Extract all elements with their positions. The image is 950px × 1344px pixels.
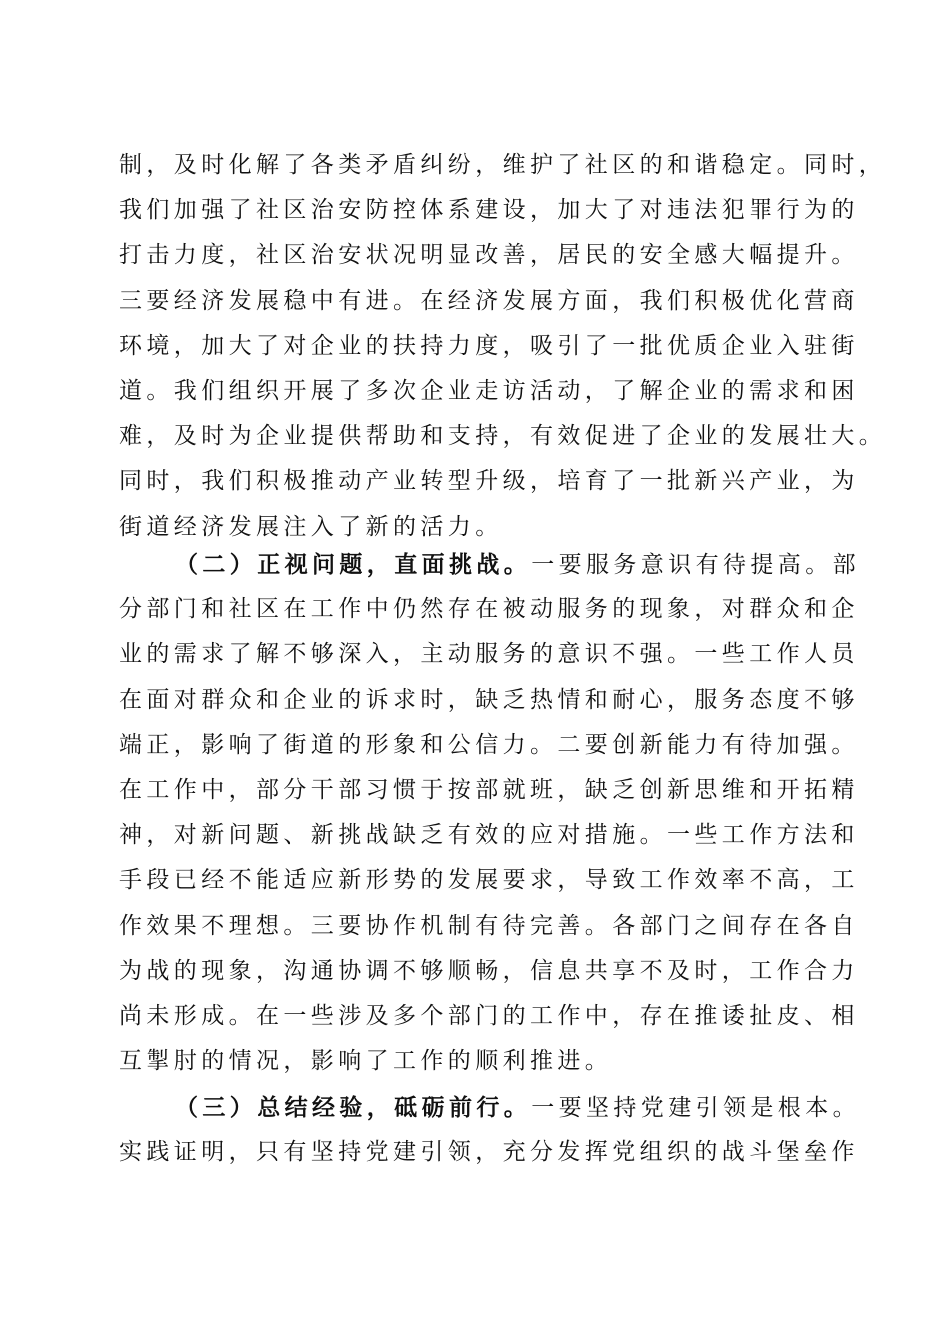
- text-line: 在面对群众和企业的诉求时，缺乏热情和耐心，服务态度不够: [119, 686, 859, 713]
- text-line: 街道经济发展注入了新的活力。: [119, 513, 503, 540]
- text-line: 互掣肘的情况，影响了工作的顺利推进。: [119, 1048, 613, 1075]
- paragraph-first-line: [119, 542, 861, 587]
- text-line: 端正，影响了街道的形象和公信力。二要创新能力有待加强。: [119, 731, 859, 758]
- paragraph-section-three: [119, 1085, 861, 1175]
- text-line: 尚未形成。在一些涉及多个部门的工作中，存在推诿扯皮、相: [119, 1002, 859, 1029]
- text-line: 同时，我们积极推动产业转型升级，培育了一批新兴产业，为: [119, 468, 859, 495]
- text-line: 制，及时化解了各类矛盾纠纷，维护了社区的和谐稳定。同时，: [119, 152, 887, 178]
- paragraph-continuation: [119, 143, 887, 550]
- text-line: 为战的现象，沟通协调不够顺畅，信息共享不及时，工作合力: [119, 957, 859, 984]
- text-run: 一要坚持党建引领是根本。: [531, 1095, 861, 1121]
- text-line: 作效果不理想。三要协作机制有待完善。各部门之间存在各自: [119, 912, 859, 939]
- text-run: 一要服务意识有待提高。部: [531, 552, 861, 578]
- text-line: 神，对新问题、新挑战缺乏有效的应对措施。一些工作方法和: [119, 822, 859, 849]
- text-line: 业的需求了解不够深入，主动服务的意识不强。一些工作人员: [119, 641, 859, 668]
- text-line: 实践证明，只有坚持党建引领，充分发挥党组织的战斗堡垒作: [119, 1139, 859, 1166]
- paragraph-first-line: [119, 1085, 861, 1130]
- text-line: 打击力度，社区治安状况明显改善，居民的安全感大幅提升。: [119, 242, 859, 269]
- text-line: 手段已经不能适应新形势的发展要求，导致工作效率不高，工: [119, 867, 859, 894]
- text-line: 三要经济发展稳中有进。在经济发展方面，我们积极优化营商: [119, 287, 859, 314]
- text-line: 难，及时为企业提供帮助和支持，有效促进了企业的发展壮大。: [119, 423, 887, 450]
- text-line: 我们加强了社区治安防控体系建设，加大了对违法犯罪行为的: [119, 197, 859, 224]
- text-line: 道。我们组织开展了多次企业走访活动，了解企业的需求和困: [119, 377, 859, 404]
- text-line: 环境，加大了对企业的扶持力度，吸引了一批优质企业入驻街: [119, 332, 859, 359]
- paragraph-section-two: [119, 542, 861, 1084]
- section-heading: （二）正视问题，直面挑战。: [175, 551, 532, 578]
- section-heading: （三）总结经验，砥砺前行。: [175, 1094, 532, 1121]
- text-line: 分部门和社区在工作中仍然存在被动服务的现象，对群众和企: [119, 596, 859, 623]
- text-line: 在工作中，部分干部习惯于按部就班，缺乏创新思维和开拓精: [119, 776, 859, 803]
